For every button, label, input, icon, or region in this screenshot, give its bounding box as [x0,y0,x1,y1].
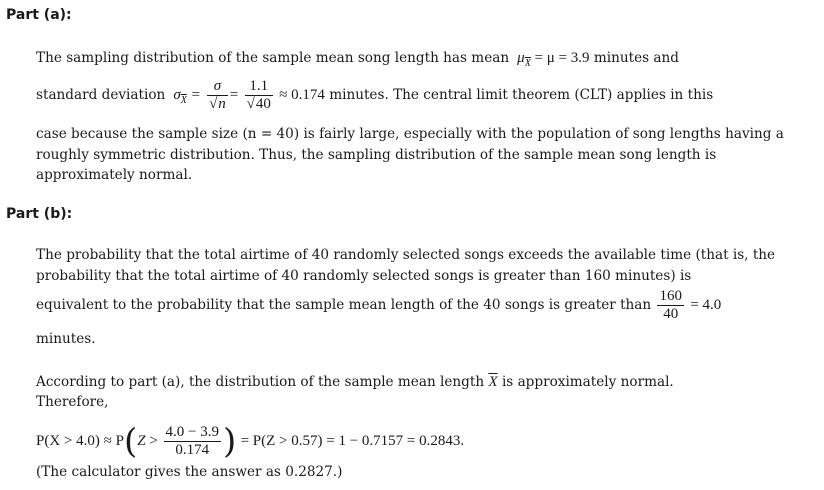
minutes-label: minutes. [36,331,96,347]
therefore-label: Therefore, [36,394,109,410]
mean-text: The sampling distribution of the sample mean song length has mean [36,50,510,66]
para2-end: is approximately normal. [501,374,674,390]
mean-value: = μ = 3.9 [534,50,590,66]
sd-label: standard deviation [36,87,166,103]
part-b-paragraph-1: The probability that the total airtime of 40 randomly selected songs exceeds the available time (that is, the probability that the total airtime of 40 randomly selected songs is greater than 160 minutes) is [36,247,776,284]
xbar-symbol: $\overline{X}$ [488,374,498,390]
sd-approx: ≈ 0.174 [279,87,325,103]
part-b-paragraph-2 [36,372,820,393]
frac2-num: 1.1 [245,78,273,96]
z-num: 4.0 − 3.9 [165,424,219,440]
mean-equation: $\mu_{\overline{X}} = \mu = 3.9$ [517,50,590,69]
frac1-den: n [218,96,226,112]
part-a-line-1 [36,48,820,75]
equiv-frac-den: 40 [663,306,679,322]
total-over-n-fraction [657,288,684,323]
part-a-heading: Part (a): [6,7,72,23]
part-b-heading: Part (b): [6,206,73,222]
z-den: 0.174 [175,442,210,458]
sd-fraction: $\frac{1.1}{√40}$ [246,78,271,112]
clt-text: minutes. The central limit theorem (CLT) applies in this [329,87,714,103]
frac2-den: 40 [255,96,271,112]
para2-start: According to part (a), the distribution of the sample mean length [36,374,485,390]
frac1-num: σ [207,78,228,96]
part-a-paragraph: case because the sample size (n = 40) is fairly large, especially with the population of song lengths having a roughly symmetric distribution. Thus, the sampling distribution of the sample mean song length is approximately normal. [36,126,784,183]
calculator-note: (The calculator gives the answer as 0.2827.) [36,464,343,480]
equiv-result: = 4.0 [690,297,722,313]
equiv-frac-num: 160 [659,288,682,304]
sigma-over-root-n: $\frac{\sigma}{√n}$ [209,78,226,112]
sigma-xbar: $\sigma_{\overline{X}}$ = [169,87,201,106]
prob-rhs: = P(Z > 0.57) = 1 − 0.7157 = 0.2843. [240,433,465,449]
part-a-line-2: standard deviation $\sigma_{\overline{X}}$ = $\frac{\sigma}{√n}$ = $\frac{1.1}{√40}$ ≈ 0.174 minutes. The central limit theorem (CLT) applies in this [36,78,714,112]
mean-units: minutes and [593,50,679,66]
probability-equation: P(X > 4.0) ≈ P(Z > $\frac{4.0 - 3.9}{0.174}$ ) = P(Z > 0.57) = 1 − 0.7157 = 0.2843. [36,421,465,462]
prob-lhs: P(X > 4.0) ≈ P [36,433,124,449]
z-fraction [164,424,221,459]
equiv-text: equivalent to the probability that the sample mean length of the 40 songs is greater than [36,297,652,313]
part-b-equiv-line [36,288,820,323]
